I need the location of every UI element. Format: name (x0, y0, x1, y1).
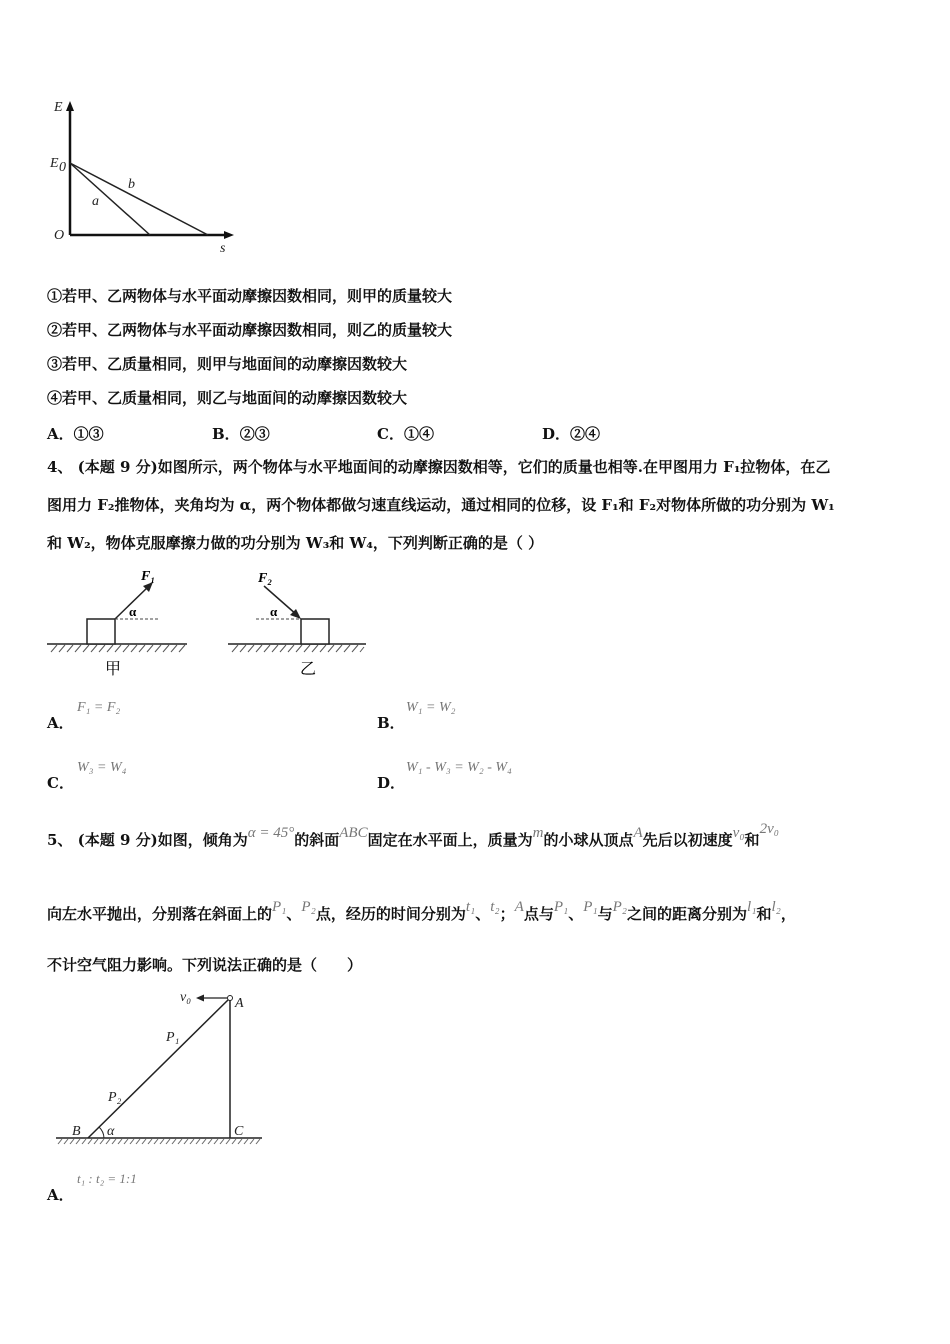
e0-label: E (50, 156, 59, 171)
statement-3: ③若甲、乙质量相同，则甲与地面间的动摩擦因数较大 (47, 355, 408, 373)
point-b-label: B (72, 1124, 81, 1139)
q4-line-2: 图用力 F₂推物体，夹角均为 α，两个物体都做匀速直线运动，通过相同的位移，设 F₁和 F₂对物体所做的功分别为 W₁ (47, 496, 835, 514)
alpha-arc (99, 1127, 104, 1138)
v0-label: v₀ (180, 990, 192, 1005)
alpha-label: α (270, 604, 278, 619)
line-b-label: b (128, 177, 135, 192)
q4-line-1: 4、 (本题 9 分)如图所示，两个物体与水平地面间的动摩擦因数相等，它们的质量也相等.在甲图用力 F₁拉物体，在乙 (47, 458, 831, 476)
q4-option-d[interactable]: D． W₁ - W₃ = W₂ - W₄ (377, 760, 512, 792)
force-f2 (264, 586, 297, 615)
v0-arrowhead (196, 995, 204, 1002)
x-axis-arrow (224, 231, 234, 239)
q3-option-c[interactable]: C．①④ (377, 425, 434, 443)
q3-option-b[interactable]: B．②③ (212, 425, 270, 443)
q5-option-a[interactable]: A． t₁ : t₂ = 1:1 (47, 1171, 137, 1204)
point-p1-label: P₁ (166, 1030, 180, 1045)
origin-label: O (54, 228, 65, 243)
q4-option-a[interactable]: A． F₁ = F₂ (47, 700, 121, 732)
point-c-label: C (234, 1124, 244, 1139)
f1-label: F₁ (141, 569, 156, 584)
incline (88, 998, 230, 1138)
y-axis-label: E (54, 100, 63, 115)
block (301, 619, 329, 644)
q4-option-c[interactable]: C． W₃ = W₄ (47, 760, 127, 792)
jia-label: 甲 (105, 661, 122, 678)
statement-1: ①若甲、乙两物体与水平面动摩擦因数相同，则甲的质量较大 (47, 287, 453, 305)
q5-line-1: 5、 (本题 9 分)如图，倾角为α = 45°的斜面ABC固定在水平面上，质量为m的小球从顶点A先后以初速度v₀和2v₀ (47, 821, 779, 849)
q3-option-a[interactable]: A．①③ (47, 425, 104, 443)
statement-2: ②若甲、乙两物体与水平面动摩擦因数相同，则乙的质量较大 (47, 321, 453, 339)
f2-label: F₂ (258, 571, 273, 586)
y-axis-arrow (66, 101, 74, 111)
yi-label: 乙 (300, 661, 317, 678)
q4-line-3: 和 W₂，物体克服摩擦力做的功分别为 W₃和 W₄，下列判断正确的是（ ） (47, 534, 544, 552)
block (87, 619, 115, 644)
statement-4: ④若甲、乙质量相同，则乙与地面间的动摩擦因数较大 (47, 389, 408, 407)
q4-figure-yi (226, 562, 376, 680)
energy-displacement-graph (40, 95, 250, 260)
q3-option-d[interactable]: D．②④ (542, 425, 601, 443)
x-axis-label: s (220, 241, 226, 256)
point-p2-label: P₂ (108, 1090, 122, 1105)
q4-figure-jia (45, 562, 195, 680)
q4-option-b[interactable]: B． W₁ = W₂ (377, 700, 456, 732)
q5-line-3: 不计空气阻力影响。下列说法正确的是（ ） (47, 956, 363, 974)
q5-incline-figure (52, 985, 272, 1150)
e0-sub: 0 (59, 160, 66, 175)
alpha-label: α (107, 1124, 115, 1139)
q5-line-2: 向左水平抛出，分别落在斜面上的P₁、P₂点，经历的时间分别为t₁、t₂；A点与P₁、P₁与P₂之间的距离分别为l₁和l₂， (47, 899, 796, 923)
alpha-label: α (129, 604, 137, 619)
ball-point (228, 996, 233, 1001)
point-a-label: A (235, 996, 244, 1011)
line-a-label: a (92, 194, 99, 209)
